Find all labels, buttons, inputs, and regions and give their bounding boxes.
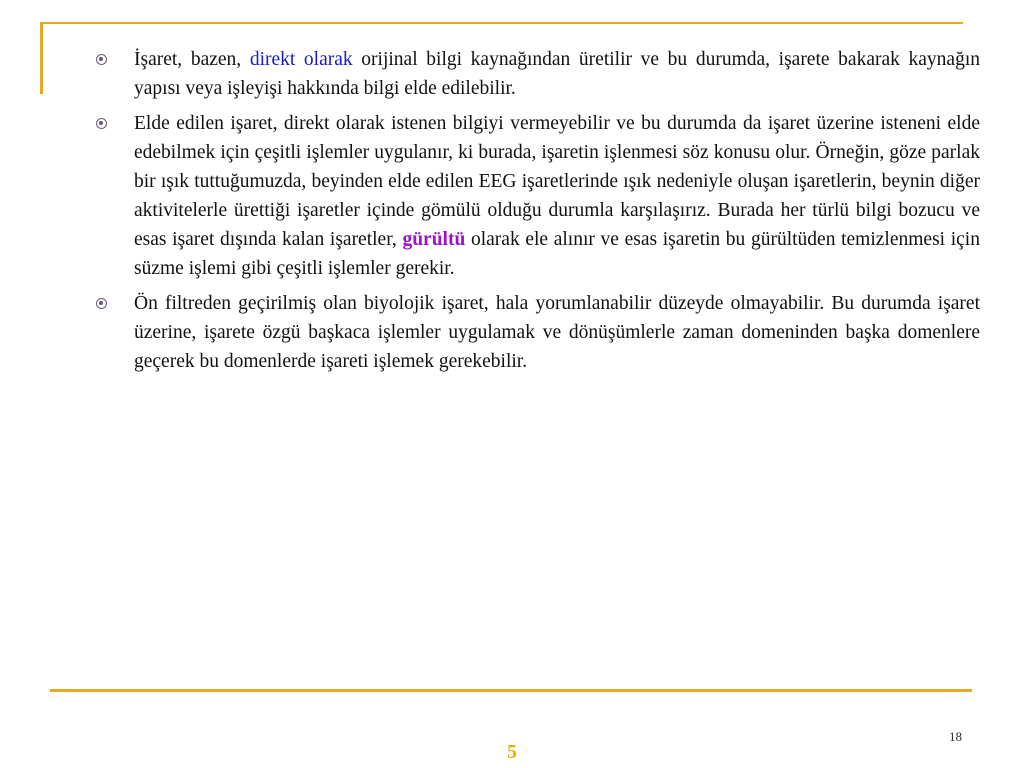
left-decoration-line — [40, 22, 43, 94]
top-decoration-line — [42, 22, 963, 24]
bullet-1-highlight: direkt olarak — [249, 49, 353, 70]
bullet-2-highlight: gürültü — [402, 229, 466, 250]
bullet-item-2 — [92, 109, 980, 283]
slide-number: 5 — [507, 741, 517, 763]
slide-content — [92, 45, 980, 382]
circled-dot-icon — [96, 118, 107, 129]
page-number: 18 — [949, 729, 962, 744]
bullet-2-text-end: olarak ele alınır ve esas işaretin bu gürültüden temizlenmesi için süzme işlemi gibi çeşitli işlemler gerekir. — [134, 229, 980, 279]
bullet-2-text-start: Elde edilen işaret, direkt olarak istenen bilgiyi vermeyebilir ve bu durumda da işaret üzerine isteneni elde edebilmek için çeşitli işlemler uygulanır, ki burada, işaretin işlenmesi söz konusu olur. Örneğin, göze parlak bir ışık tuttuğumuzda, beyinden elde edilen EEG işaretlerinde ışık nedeniyle oluşan işaretlerin, beynin diğer aktivitelerle ürettiği işaretler içinde gömülü olduğu durumla karşılaşırız. Burada her türlü bilgi bozucu ve esas işaret dışında kalan işaretler, — [134, 113, 980, 250]
bullet-1-text-end: orijinal bilgi kaynağından üretilir ve bu durumda, işarete bakarak kaynağın yapısı veya işleyişi hakkında bilgi elde edilebilir. — [134, 49, 981, 99]
bullet-item-1 — [92, 45, 980, 103]
circled-dot-icon — [96, 54, 107, 65]
bottom-decoration-line — [50, 689, 972, 692]
bullet-3-text: Ön filtreden geçirilmiş olan biyolojik işaret, hala yorumlanabilir düzeyde olmayabilir. Bu durumda işaret üzerine, işarete özgü başkaca işlemler uygulamak ve dönüşümlerle zaman domeninden başka domenlere geçerek bu domenlerde işareti işlemek gerekebilir. — [134, 293, 980, 372]
bullet-1-text-start: İşaret, bazen, — [134, 49, 250, 70]
circled-dot-icon — [96, 298, 107, 309]
bullet-item-3 — [92, 289, 980, 376]
